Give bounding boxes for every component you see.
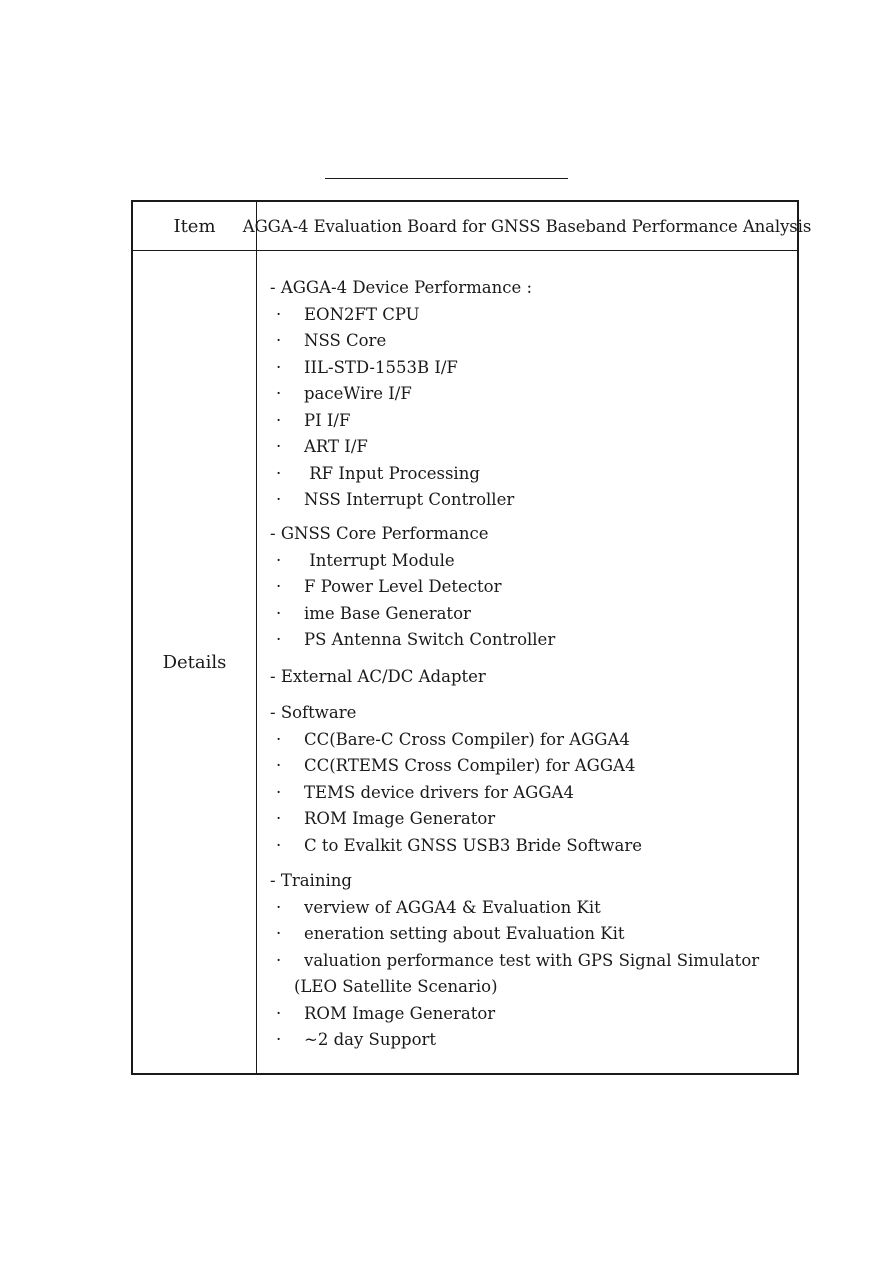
bullet-dot-icon: ·	[276, 304, 282, 324]
list-item	[270, 328, 797, 355]
list-item-text: ~2 day Support	[304, 1030, 437, 1049]
details-label: Details	[162, 651, 227, 673]
list-item	[270, 727, 797, 754]
list-item	[270, 461, 797, 488]
details-section	[270, 700, 797, 859]
bullet-dot-icon: ·	[276, 384, 282, 403]
list-item-text: CC(Bare-C Cross Compiler) for AGGA4	[304, 729, 630, 749]
bullet-dot-icon: ·	[276, 1003, 282, 1023]
bullet-dot-icon: ·	[276, 410, 282, 430]
list-item-text: IIL-STD-1553B I/F	[304, 357, 458, 377]
spec-table	[131, 200, 812, 1075]
list-item	[270, 302, 797, 329]
bullet-dot-icon: ·	[276, 331, 282, 350]
list-item-text: eneration setting about Evaluation Kit	[304, 924, 625, 943]
list-item	[270, 627, 797, 654]
list-item	[270, 355, 797, 382]
details-section	[270, 275, 797, 514]
list-item-continuation: (LEO Satellite Scenario)	[294, 977, 498, 996]
list-item	[270, 408, 797, 435]
bullet-dot-icon: ·	[276, 835, 282, 855]
list-item	[270, 487, 797, 514]
list-item-text: CC(RTEMS Cross Compiler) for AGGA4	[304, 756, 636, 775]
item-value-cell	[242, 202, 812, 250]
details-section	[270, 868, 797, 1054]
details-section	[270, 664, 797, 691]
bullet-dot-icon: ·	[276, 550, 282, 570]
details-section	[270, 521, 797, 654]
list-item-text: NSS Interrupt Controller	[304, 490, 515, 509]
section-title: - AGGA-4 Device Performance :	[270, 278, 533, 297]
section-title: - GNSS Core Performance	[270, 524, 489, 543]
bullet-dot-icon: ·	[276, 809, 282, 828]
list-item	[270, 948, 797, 975]
list-item-text: ROM Image Generator	[304, 809, 496, 828]
list-item-text: verview of AGGA4 & Evaluation Kit	[304, 897, 601, 917]
bullet-dot-icon: ·	[276, 729, 282, 749]
list-item-text: NSS Core	[304, 331, 387, 350]
list-item	[270, 1027, 797, 1054]
list-item	[270, 895, 797, 922]
bullet-dot-icon: ·	[276, 756, 282, 775]
bullet-dot-icon: ·	[276, 490, 282, 509]
list-item	[270, 921, 797, 948]
list-item	[270, 1001, 797, 1028]
item-value: AGGA-4 Evaluation Board for GNSS Baseband Performance Analysis	[242, 216, 812, 236]
list-item-text: EON2FT CPU	[304, 304, 420, 324]
list-item	[270, 753, 797, 780]
bullet-dot-icon: ·	[276, 437, 282, 456]
item-label-cell	[133, 202, 256, 250]
list-item-text: PI I/F	[304, 410, 351, 430]
details-label-cell	[133, 251, 256, 1073]
bullet-dot-icon: ·	[276, 897, 282, 917]
bullet-dot-icon: ·	[276, 950, 282, 970]
bullet-dot-icon: ·	[276, 603, 282, 623]
list-item-text: valuation performance test with GPS Signal Simulator	[304, 950, 760, 970]
list-item	[270, 434, 797, 461]
section-title: - Training	[270, 871, 352, 890]
list-item-text: RF Input Processing	[304, 463, 480, 483]
list-item-text: ime Base Generator	[304, 603, 471, 623]
list-item	[270, 601, 797, 628]
list-item	[270, 548, 797, 575]
list-item	[270, 833, 797, 860]
list-item-text: TEMS device drivers for AGGA4	[304, 782, 574, 802]
list-item-text: ROM Image Generator	[304, 1003, 496, 1023]
bullet-dot-icon: ·	[276, 1030, 282, 1049]
list-item	[270, 806, 797, 833]
item-label: Item	[173, 215, 216, 237]
bullet-dot-icon: ·	[276, 577, 282, 596]
bullet-dot-icon: ·	[276, 630, 282, 649]
list-item-text: paceWire I/F	[304, 384, 412, 403]
bullet-dot-icon: ·	[276, 357, 282, 377]
title-underline	[325, 178, 568, 179]
bullet-dot-icon: ·	[276, 924, 282, 943]
list-item-text: ART I/F	[304, 437, 368, 456]
list-item-text: F Power Level Detector	[304, 577, 502, 596]
list-item-text: C to Evalkit GNSS USB3 Bride Software	[304, 835, 643, 855]
details-body	[257, 251, 797, 1073]
bullet-dot-icon: ·	[276, 782, 282, 802]
list-item-text: Interrupt Module	[304, 550, 455, 570]
bullet-dot-icon: ·	[276, 463, 282, 483]
list-item	[270, 574, 797, 601]
section-title: - External AC/DC Adapter	[270, 667, 486, 686]
list-item	[270, 381, 797, 408]
section-title: - Software	[270, 703, 357, 722]
list-item	[270, 780, 797, 807]
list-item-text: PS Antenna Switch Controller	[304, 630, 556, 649]
